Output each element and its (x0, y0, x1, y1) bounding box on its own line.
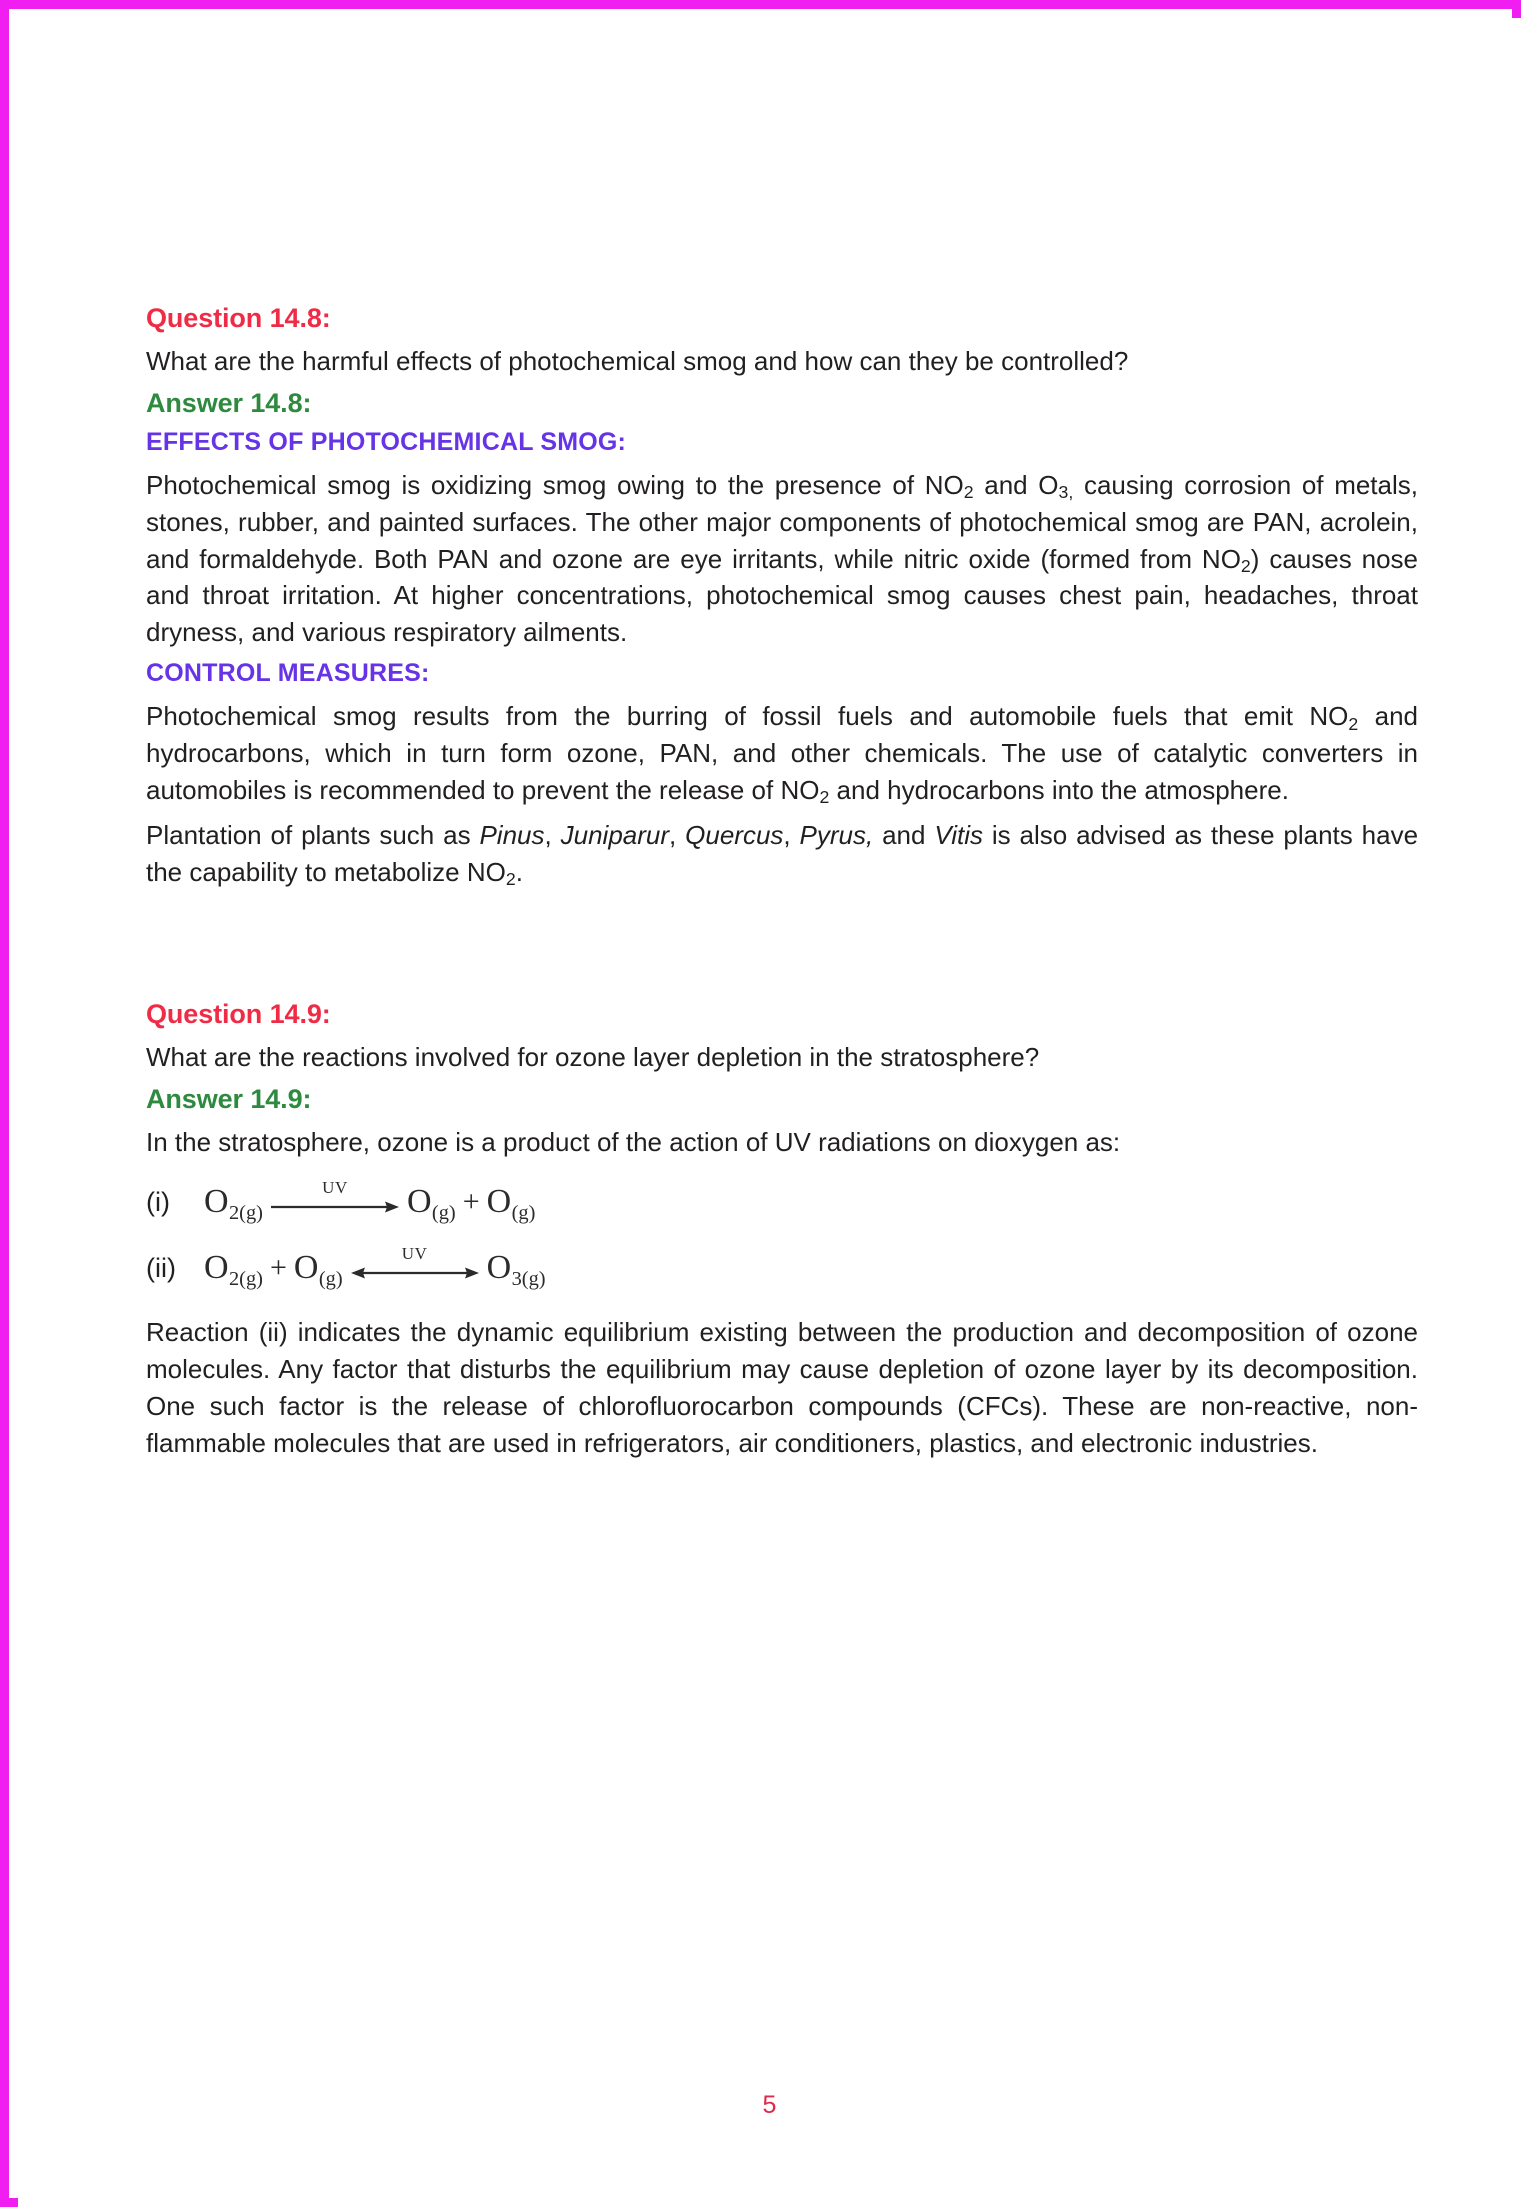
plantation-text-part-1: Plantation of plants such as (146, 819, 480, 850)
effects-text-part-4: ) causes nose and throat irritation. At higher concentrations, photochemical smog causes chest pain, headaches, throat dryness, and various respiratory ailments. (146, 543, 1418, 648)
paragraph-effects (146, 467, 1418, 652)
subscript-no2-d: 2 (819, 787, 830, 808)
reactant-dioxygen-ii (204, 1249, 263, 1290)
plant-name-pyrus: Pyrus, (799, 819, 874, 850)
subscript-o3: 3, (1058, 482, 1074, 503)
product-oxygen-atom-2 (486, 1183, 536, 1224)
paragraph-ozone-equilibrium: Reaction (ii) indicates the dynamic equilibrium existing between the production and decomposition of ozone molecules. Any factor that disturbs the equilibrium may cause depletion of ozone layer by its decomposition. One such factor is the release of chlorofluorocarbon compounds (CFCs). These are non-reactive, non-flammable molecules that are used in refrigerators, air conditioners, plastics, and electronic industries. (146, 1317, 1418, 1459)
product-ozone (486, 1249, 546, 1290)
double-headed-arrow-icon (349, 1265, 481, 1281)
reactant-oxygen-ii-symbol: O (293, 1249, 319, 1287)
arrow-label-uv-ii: UV (401, 1244, 428, 1264)
plant-name-vitis: Vitis (934, 819, 983, 850)
product-oxygen-1-symbol: O (406, 1183, 432, 1221)
product-ozone-symbol: O (486, 1249, 512, 1287)
subheading-effects-of-photochemical-smog: EFFECTS OF PHOTOCHEMICAL SMOG: (146, 428, 627, 456)
paragraph-control-measures (146, 698, 1418, 809)
question-text-14-8: What are the harmful effects of photochemical smog and how can they be controlled? (146, 346, 1129, 377)
subheading-control-measures: CONTROL MEASURES: (146, 659, 430, 688)
document-content (146, 303, 1418, 1470)
product-oxygen-atom-1 (406, 1183, 456, 1224)
equation-ii-plus-operator: + (269, 1251, 287, 1285)
chemical-equation-ii (146, 1244, 1418, 1290)
subscript-no2-b: 2 (1240, 556, 1251, 577)
product-oxygen-2-state: (g) (511, 1201, 536, 1224)
arrow-label-uv-i: UV (322, 1178, 348, 1198)
product-oxygen-2-symbol: O (486, 1183, 512, 1221)
answer-intro-14-9: In the stratosphere, ozone is a product of the action of UV radiations on dioxygen as: (146, 1126, 1121, 1157)
product-oxygen-1-state: (g) (431, 1201, 456, 1224)
reactant-dioxygen-ii-symbol: O (204, 1249, 229, 1287)
control-text-part-2: and hydrocarbons, which in turn form ozone, PAN, and other chemicals. The use of catalytic converters in automobiles is recommended to prevent the release of NO (146, 701, 1418, 805)
equation-i-plus-operator: + (462, 1185, 480, 1219)
reactant-dioxygen-ii-state: 2(g) (228, 1267, 263, 1290)
reactant-oxygen-ii-state: (g) (318, 1267, 343, 1290)
question-heading-14-9: Question 14.9: (146, 998, 331, 1029)
product-ozone-state: 3(g) (511, 1267, 546, 1290)
answer-heading-14-9: Answer 14.9: (146, 1083, 312, 1114)
plant-sep-3: , (783, 819, 800, 850)
chemical-equation-list (146, 1178, 1418, 1290)
plant-sep-4: and (873, 819, 935, 850)
effects-text-part-3: causing corrosion of metals, stones, rubber, and painted surfaces. The other major components of photochemical smog are PAN, acrolein, and formaldehyde. Both PAN and ozone are eye irritants, while nitric oxide (formed from NO (146, 469, 1418, 574)
qa-block-14-8 (146, 303, 1418, 891)
reaction-arrow-ii (349, 1244, 481, 1288)
effects-text-part-1: Photochemical smog is oxidizing smog owing to the presence of NO (146, 469, 964, 500)
effects-text-part-2: and O (973, 469, 1059, 500)
qa-block-14-9 (146, 999, 1418, 1463)
page-number: 5 (762, 2091, 777, 2119)
reactant-dioxygen-state: 2(g) (228, 1201, 263, 1224)
reactant-oxygen-atom-ii (293, 1249, 343, 1290)
question-text-14-9: What are the reactions involved for ozone layer depletion in the stratosphere? (146, 1041, 1040, 1072)
reactant-dioxygen (204, 1183, 263, 1224)
reaction-arrow-i (269, 1178, 401, 1222)
equation-body-ii (204, 1244, 546, 1290)
plant-sep-1: , (544, 819, 561, 850)
plant-name-juniparur: Juniparur (560, 819, 670, 850)
answer-heading-14-8: Answer 14.8: (146, 387, 312, 418)
control-text-part-1: Photochemical smog results from the burring of fossil fuels and automobile fuels that emit NO (146, 701, 1349, 732)
plant-name-quercus: Quercus (685, 819, 784, 850)
equation-label-i: (i) (146, 1186, 170, 1217)
subscript-no2-a: 2 (963, 482, 974, 503)
subscript-no2-c: 2 (1348, 713, 1359, 734)
plant-sep-2: , (669, 819, 686, 850)
control-text-part-3: and hydrocarbons into the atmosphere. (829, 774, 1289, 805)
section-spacer (146, 899, 1418, 999)
reactant-dioxygen-symbol: O (204, 1183, 229, 1221)
subscript-no2-e: 2 (505, 869, 516, 890)
plantation-text-part-2: is also advised as these plants have the capability to metabolize NO (146, 819, 1419, 887)
plant-name-pinus: Pinus (479, 819, 545, 850)
question-heading-14-8: Question 14.8: (146, 303, 331, 333)
equation-label-ii: (ii) (146, 1252, 176, 1283)
paragraph-plantation (146, 817, 1418, 891)
page-inner-area (18, 18, 1521, 2207)
forward-arrow-icon (269, 1199, 401, 1215)
equation-body-i (204, 1178, 536, 1224)
chemical-equation-i (146, 1178, 1418, 1224)
plantation-text-part-3: . (515, 856, 523, 887)
